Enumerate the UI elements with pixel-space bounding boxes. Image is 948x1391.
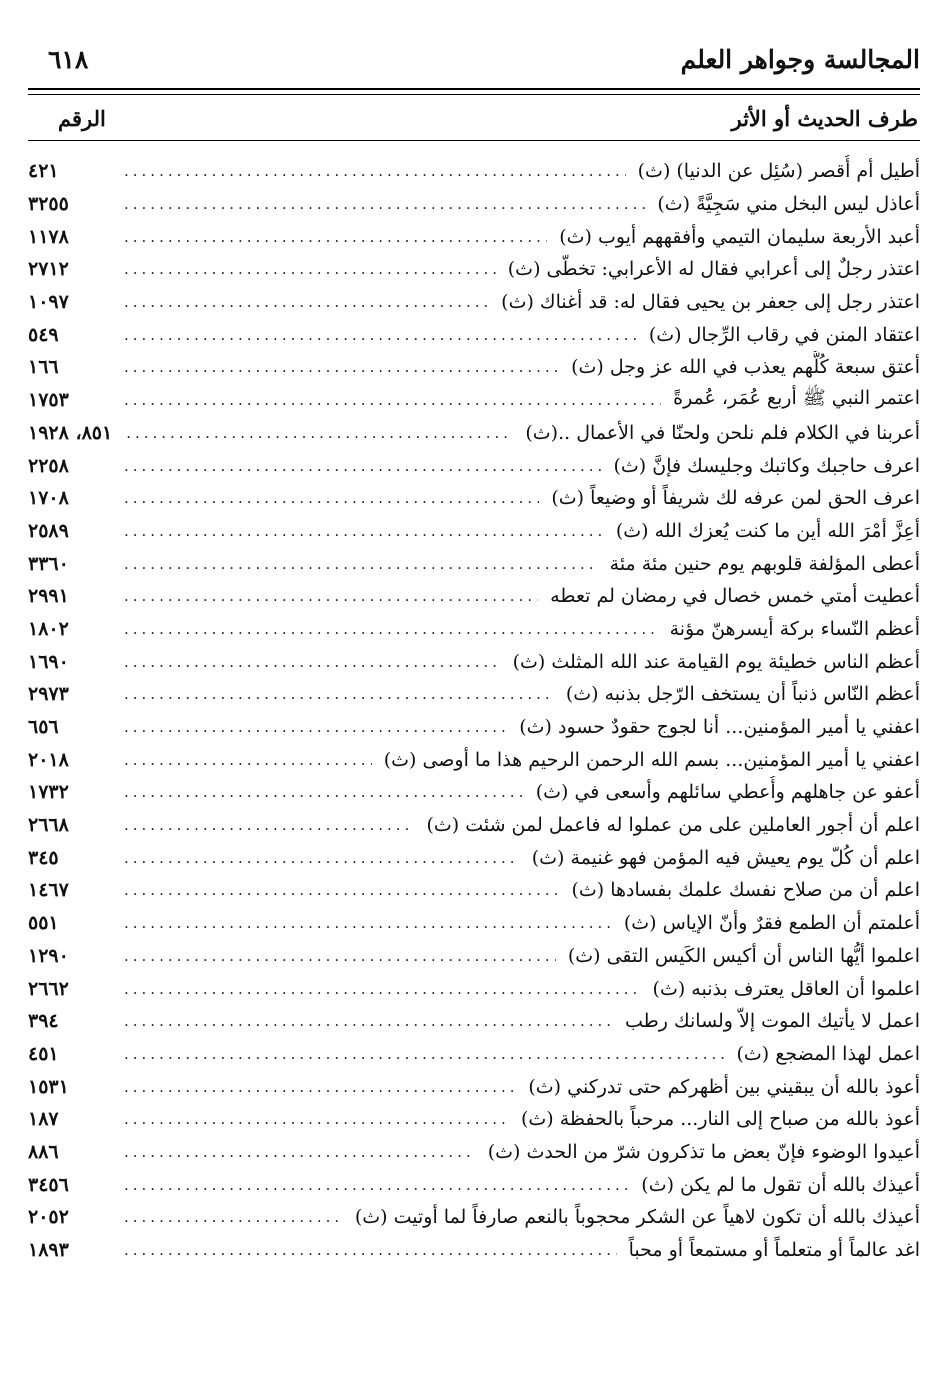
leader-dots	[124, 162, 626, 180]
entry-number: ١٨٠٢	[28, 617, 69, 640]
entry-text: اعرف الحق لمن عرفه لك شريفاً أو وضيعاً (ث)	[551, 487, 920, 510]
index-entry	[28, 253, 920, 286]
entry-text: أعفو عن جاهلهم وأُعطي سائلهم وأسعى في (ث)	[535, 781, 920, 804]
entry-text: اعتقاد المنن في رقاب الرِّجال (ث)	[648, 323, 920, 346]
index-entry	[28, 580, 920, 613]
page-number: ٦١٨	[48, 45, 89, 74]
index-entry	[28, 482, 920, 515]
entry-text: أعيدوا الوضوء فإنّ بعض ما تذكرون شرّ من الحدث (ث)	[487, 1140, 920, 1163]
leader-dots	[124, 293, 489, 311]
entry-text: أعتق سبعة كُلُّهم يعذب في الله عز وجل (ث)	[571, 356, 920, 379]
leader-dots	[124, 620, 658, 638]
index-entry	[28, 515, 920, 548]
entry-text: اعلم أن كُلّ يوم يعيش فيه المؤمن فهو غنيمة (ث)	[531, 846, 920, 869]
entry-number: ٢٩٧٣	[28, 683, 69, 706]
leader-dots	[124, 489, 539, 507]
index-entry	[28, 972, 920, 1005]
entry-number: ٤٢١	[28, 160, 59, 183]
entry-number: ١٠٩٧	[28, 291, 69, 314]
index-entry	[28, 384, 920, 417]
index-entry	[28, 841, 920, 874]
entry-number: ٨٨٦	[28, 1140, 59, 1163]
entry-number: ٢٠١٨	[28, 748, 69, 771]
index-entry	[28, 351, 920, 384]
entry-number: ١٨٧	[28, 1108, 59, 1131]
index-entry	[28, 286, 920, 319]
leader-dots	[124, 391, 661, 409]
entry-number: ٢٩٩١	[28, 585, 69, 608]
leader-dots	[124, 653, 501, 671]
leader-dots	[124, 1143, 476, 1161]
leader-dots	[124, 914, 612, 932]
leader-dots	[126, 424, 513, 442]
index-entry	[28, 1005, 920, 1038]
leader-dots	[124, 718, 507, 736]
leader-dots	[124, 685, 554, 703]
index-entry	[28, 678, 920, 711]
column-header-rule	[28, 140, 920, 141]
entry-number: ١٢٩٠	[28, 944, 69, 967]
entry-number: ٤٥١	[28, 1042, 59, 1065]
entry-text: أعيذك بالله أن تقول ما لم يكن (ث)	[641, 1173, 920, 1196]
entry-text: أعِزَّ أمْرَ الله أين ما كنت يُعزك الله (ث)	[615, 519, 920, 542]
entry-text: اعمل لهذا المضجع (ث)	[736, 1042, 920, 1065]
leader-dots	[124, 751, 372, 769]
entry-number: ٢٦٦٨	[28, 814, 69, 837]
index-entry	[28, 776, 920, 809]
entry-number: ٢٢٥٨	[28, 454, 69, 477]
index-entry	[28, 220, 920, 253]
entry-text: اعتذر رجل إلى جعفر بن يحيى فقال له: قد أغناك (ث)	[501, 291, 920, 314]
leader-dots	[124, 947, 556, 965]
entry-text: اعلموا أن العاقل يعترف بذنبه (ث)	[652, 977, 920, 1000]
index-entry	[28, 711, 920, 744]
entry-text: أعاذل ليس البخل مني سَجِيَّةً (ث)	[657, 193, 920, 216]
entry-number: ١٧٣٢	[28, 781, 69, 804]
leader-dots	[124, 195, 645, 213]
index-entry	[28, 1201, 920, 1234]
entry-text: اعمل لا يأتيك الموت إلاّ ولسانك رطب	[624, 1010, 920, 1033]
entry-text: أعبد الأربعة سليمان التيمي وأفقههم أيوب (ث)	[559, 225, 920, 248]
entry-text: اعلم أن أجور العاملين على من عملوا له فاعمل لمن شئت (ث)	[426, 814, 920, 837]
entry-number: ١٦٩٠	[28, 650, 69, 673]
entry-number: ١٨٩٣	[28, 1239, 69, 1262]
leader-dots	[124, 881, 559, 899]
entry-text: أعوذ بالله من صباح إلى النار... مرحباً بالحفظة (ث)	[520, 1108, 920, 1131]
entry-text: أعوذ بالله أن يبقيني بين أظهركم حتى تدركني (ث)	[528, 1075, 920, 1098]
entry-number: ٣٢٥٥	[28, 193, 69, 216]
index-entry	[28, 1234, 920, 1267]
entry-number: ١٥٣١	[28, 1075, 69, 1098]
entry-number: ٣٤٥	[28, 846, 59, 869]
leader-dots	[124, 1208, 343, 1226]
entry-text: أعلمتم أن الطمع فقرٌ وأنّ الإياس (ث)	[623, 912, 920, 935]
index-entry	[28, 613, 920, 646]
entry-number: ٣٣٦٠	[28, 552, 69, 575]
leader-dots	[124, 1176, 629, 1194]
entry-text: اعلم أن من صلاح نفسك علمك بفسادها (ث)	[571, 879, 920, 902]
entry-number: ٦٥٦	[28, 716, 59, 739]
entry-text: أعظم الناس خطيئة يوم القيامة عند الله المثلث (ث)	[512, 650, 920, 673]
index-entry	[28, 940, 920, 973]
entry-number: ٢٦٦٢	[28, 977, 69, 1000]
index-entry	[28, 1038, 920, 1071]
entry-text: اعتذر رجلٌ إلى أعرابي فقال له الأعرابي: تخطّى (ث)	[507, 258, 920, 281]
index-entry	[28, 1168, 920, 1201]
entry-text: اغد عالماً أو متعلماً أو مستمعاً أو محباً	[628, 1239, 920, 1262]
leader-dots	[124, 783, 524, 801]
leader-dots	[124, 1045, 724, 1063]
leader-dots	[124, 457, 601, 475]
entry-text: اعفني يا أمير المؤمنين... بسم الله الرحمن الرحيم هذا ما أوصى (ث)	[383, 748, 920, 771]
entry-number: ٣٩٤	[28, 1010, 59, 1033]
index-entry	[28, 907, 920, 940]
entry-number: ٥٤٩	[28, 323, 59, 346]
entry-text: أعطى المؤلفة قلوبهم يوم حنين مئة مئة	[609, 552, 920, 575]
entry-number: ٥٥١	[28, 912, 59, 935]
index-entry	[28, 645, 920, 678]
index-entry	[28, 155, 920, 188]
leader-dots	[124, 1012, 613, 1030]
index-entry	[28, 1103, 920, 1136]
leader-dots	[124, 1241, 617, 1259]
index-entry	[28, 318, 920, 351]
entry-text: اعرف حاجبك وكاتبك وجليسك فإنَّ (ث)	[613, 454, 920, 477]
running-head	[28, 34, 920, 74]
leader-dots	[124, 1078, 516, 1096]
index-entry	[28, 188, 920, 221]
index-entry	[28, 547, 920, 580]
entry-text: أعطيت أمتي خمس خصال في رمضان لم تعطه	[550, 585, 920, 608]
leader-dots	[124, 1110, 509, 1128]
leader-dots	[124, 522, 604, 540]
entry-text: أعظم النّاس ذنباً أن يستخف الرّجل بذنبه (ث)	[565, 683, 920, 706]
entry-number: ١٦٦	[28, 356, 59, 379]
entry-number: ٣٤٥٦	[28, 1173, 69, 1196]
book-title: المجالسة وجواهر العلم	[680, 45, 920, 74]
entry-number: ٨٥١، ١٩٢٨	[28, 421, 113, 444]
entry-number: ١٧٠٨	[28, 487, 69, 510]
column-headers	[28, 100, 920, 136]
leader-dots	[124, 260, 496, 278]
entry-text: أعظم النّساء بركة أيسرهنّ مؤنة	[669, 617, 920, 640]
leader-dots	[124, 555, 598, 573]
entry-number: ٢٥٨٩	[28, 519, 69, 542]
entry-text: اعتمر النبي ﷺ أربع عُمَر، عُمرةً	[673, 387, 920, 410]
entry-number: ١٤٦٧	[28, 879, 69, 902]
header-rule-thin	[28, 94, 920, 95]
entry-number: ١١٧٨	[28, 225, 69, 248]
number-column-header: الرقم	[58, 105, 106, 131]
index-entry	[28, 874, 920, 907]
header-rule-thick	[28, 88, 920, 90]
entry-text: اعفني يا أمير المؤمنين... أنا لجوج حقودٌ حسود (ث)	[519, 716, 920, 739]
entry-text: أطيل أم أُقصر (سُئِل عن الدنيا) (ث)	[637, 160, 920, 183]
index-entry	[28, 809, 920, 842]
index-entries-list	[28, 155, 920, 1266]
leader-dots	[124, 228, 547, 246]
entry-number: ١٧٥٣	[28, 389, 69, 412]
entry-text: أعيذك بالله أن تكون لاهياً عن الشكر محجوباً بالنعم صارفاً لما أوتيت (ث)	[354, 1206, 920, 1229]
leader-dots	[124, 980, 641, 998]
leader-dots	[124, 587, 538, 605]
leader-dots	[124, 358, 559, 376]
leader-dots	[124, 849, 520, 867]
leader-dots	[124, 326, 637, 344]
leader-dots	[124, 816, 414, 834]
entry-text: اعلموا أيُّها الناس أن أكيس الكَيس التقى (ث)	[567, 944, 920, 967]
entry-number: ٢٧١٢	[28, 258, 69, 281]
entry-number: ٢٠٥٢	[28, 1206, 69, 1229]
entry-text: أعربنا في الكلام فلم نلحن ولحنّا في الأعمال ..(ث)	[525, 421, 920, 444]
index-entry	[28, 417, 920, 450]
index-entry	[28, 1070, 920, 1103]
index-entry	[28, 449, 920, 482]
index-entry	[28, 743, 920, 776]
index-entry	[28, 1136, 920, 1169]
text-column-header: طرف الحديث أو الأثر	[731, 105, 918, 131]
